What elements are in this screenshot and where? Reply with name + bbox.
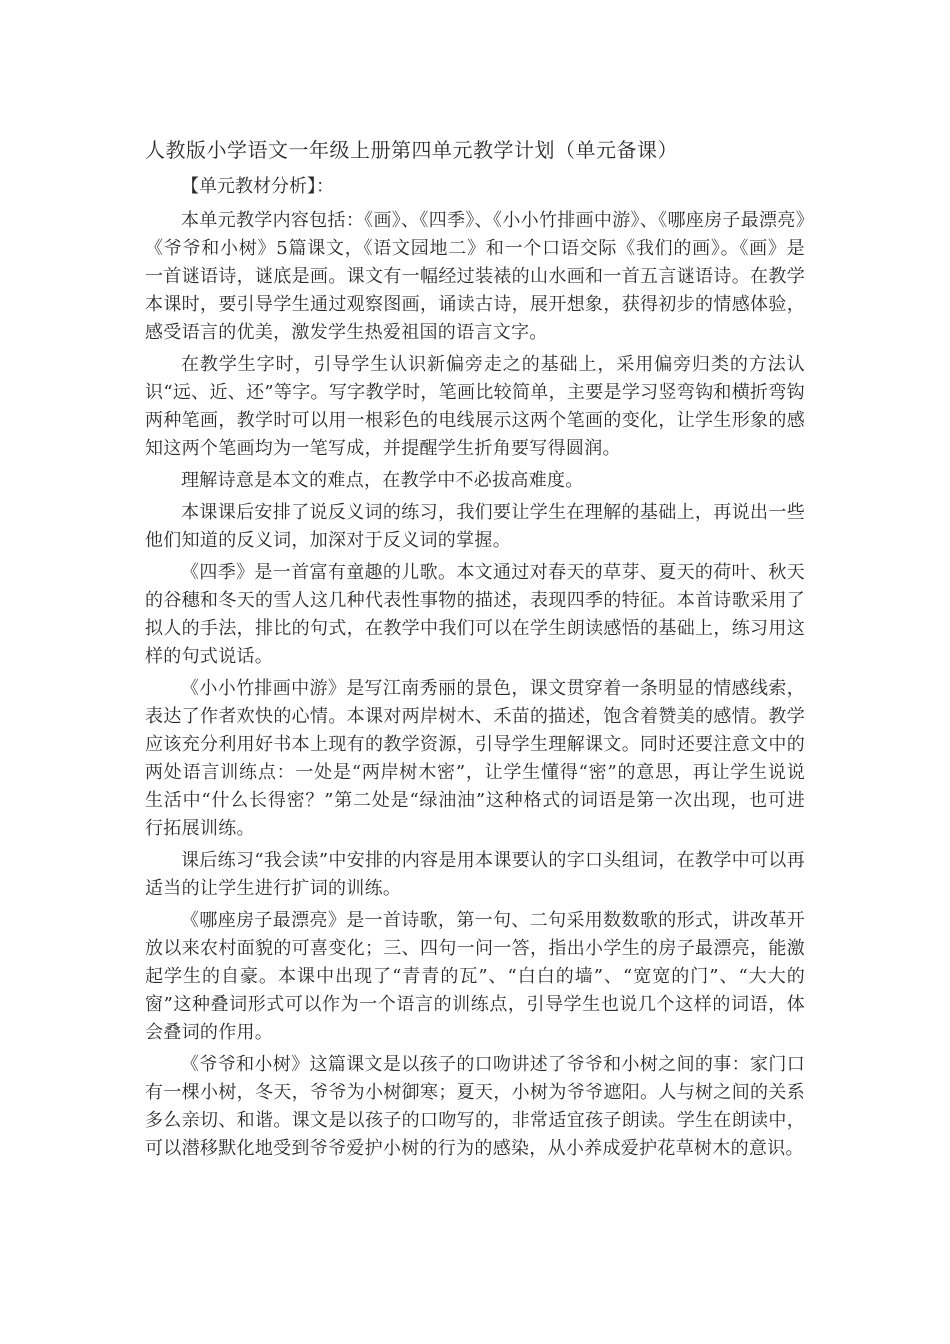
- paragraph-reading-exercise: 课后练习“我会读”中安排的内容是用本课要认的字口头组词，在教学中可以再适当的让学生进行扩词的训练。: [145, 850, 805, 899]
- paragraph-grandpa-tree: 《爷爷和小树》这篇课文是以孩子的口吻讲述了爷爷和小树之间的事：家门口有一棵小树，冬天，爷爷为小树御寒；夏天，小树为爷爷遮阳。人与树之间的关系多么亲切、和谐。课文是以孩子的口吻写的，非常适宜孩子朗读。学生在朗读中，可以潜移默化地受到爷爷爱护小树的行为的感染，从小养成爱护花草树木的意识。: [145, 1054, 805, 1159]
- section-heading: 【单元教材分析】：: [181, 176, 334, 197]
- paragraph-bamboo-raft: 《小小竹排画中游》是写江南秀丽的景色，课文贯穿着一条明显的情感线索，表达了作者欢快的心情。本课对两岸树木、禾苗的描述，饱含着赞美的感情。教学应该充分利用好书本上现有的教学资源，引导学生理解课文。同时还要注意文中的两处语言训练点：一处是“两岸树木密”，让学生懂得“密”的意思，再让学生说说生活中“什么长得密？”第二处是“绿油油”这种格式的词语是第一次出现，也可进行拓展训练。: [145, 678, 805, 839]
- paragraph-prettiest-house: 《哪座房子最漂亮》是一首诗歌，第一句、二句采用数数歌的形式，讲改革开放以来农村面貌的可喜变化；三、四句一问一答，指出小学生的房子最漂亮，能激起学生的自豪。本课中出现了“青青的瓦”、“白白的墙”、“宽宽的门”、“大大的窗”这种叠词形式可以作为一个语言的训练点，引导学生也说几个这样的词语，体会叠词的作用。: [145, 910, 805, 1043]
- paragraph-difficulty: 理解诗意是本文的难点，在教学中不必拔高难度。: [181, 470, 584, 491]
- document-page: [145, 135, 805, 1167]
- paragraph-characters: 在教学生字时，引导学生认识新偏旁走之的基础上，采用偏旁归类的方法认识“远、近、还”等字。写字教学时，笔画比较简单，主要是学习竖弯钩和横折弯钩两种笔画，教学时可以用一根彩色的电线展示这两个笔画的变化，让学生形象的感知这两个笔画均为一笔写成，并提醒学生折角要写得圆润。: [145, 354, 805, 459]
- document-title: 人教版小学语文一年级上册第四单元教学计划（单元备课）: [145, 138, 678, 162]
- paragraph-intro: 本单元教学内容包括：《画》、《四季》、《小小竹排画中游》、《哪座房子最漂亮》《爷爷和小树》5篇课文，《语文园地二》和一个口语交际《我们的画》。《画》是一首谜语诗，谜底是画。课文有一幅经过装裱的山水画和一首五言谜语诗。在教学本课时，要引导学生通过观察图画，诵读古诗，展开想象，获得初步的情感体验，感受语言的优美，激发学生热爱祖国的语言文字。: [145, 210, 805, 343]
- paragraph-antonyms: 本课课后安排了说反义词的练习，我们要让学生在理解的基础上，再说出一些他们知道的反义词，加深对于反义词的掌握。: [145, 502, 805, 551]
- paragraph-four-seasons: 《四季》是一首富有童趣的儿歌。本文通过对春天的草芽、夏天的荷叶、秋天的谷穗和冬天的雪人这几种代表性事物的描述，表现四季的特征。本首诗歌采用了拟人的手法，排比的句式，在教学中我们可以在学生朗读感悟的基础上，练习用这样的句式说话。: [145, 562, 805, 667]
